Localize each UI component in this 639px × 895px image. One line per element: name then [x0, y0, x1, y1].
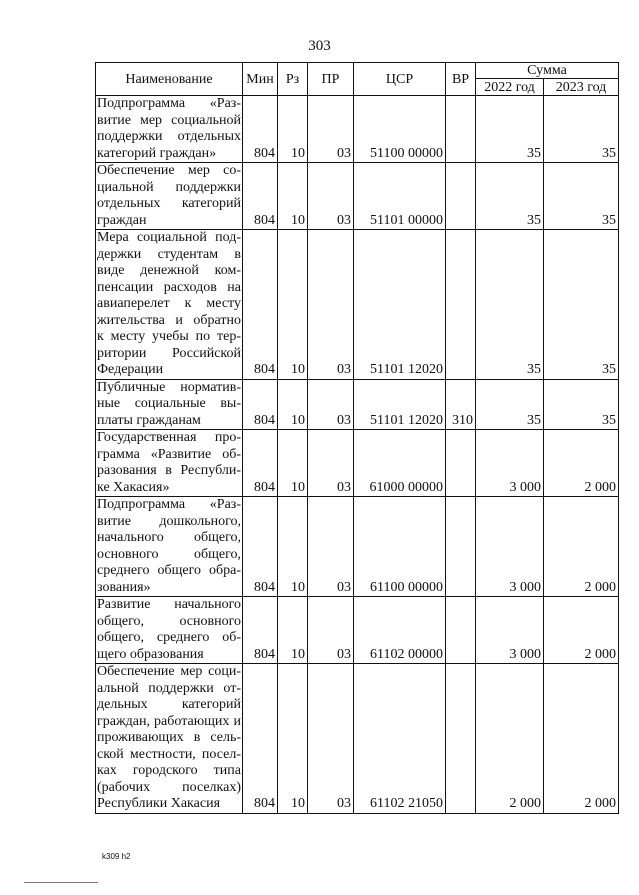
row-sum-2023: 35: [544, 230, 619, 380]
row-min: 804: [243, 379, 278, 430]
row-sum-2022: 35: [476, 379, 544, 430]
row-name-line: авиаперелет к месту: [97, 296, 241, 311]
table-row: [96, 163, 619, 230]
row-name-line: Подпрограмма «Раз-: [97, 96, 241, 111]
header-vr: ВР: [446, 63, 476, 96]
row-name-line: основного общего,: [97, 546, 241, 562]
row-rz: 10: [278, 597, 308, 664]
row-name-line: Обеспечение мер соци-: [97, 664, 241, 679]
row-sum-2022: 35: [476, 96, 544, 163]
row-sum-2023: 2 000: [544, 430, 619, 497]
budget-table: [95, 62, 619, 814]
row-vr: [446, 230, 476, 380]
row-name-line: Публичные норматив-: [97, 379, 241, 395]
row-name: [96, 430, 243, 497]
header-year-2022: 2022 год: [476, 79, 544, 96]
row-name-line: ке Хакасия»: [97, 479, 170, 495]
row-name-line: виде денежной ком-: [97, 263, 241, 278]
footer-code: k309 h2: [102, 852, 131, 861]
row-name-line: Государственная про-: [97, 430, 241, 445]
row-pr: 03: [308, 664, 354, 814]
row-csr: 51101 12020: [354, 230, 446, 380]
row-min: 804: [243, 664, 278, 814]
table-row: [96, 230, 619, 380]
header-csr: ЦСР: [354, 63, 446, 96]
row-rz: 10: [278, 96, 308, 163]
row-name-line: грамма «Развитие об-: [97, 446, 241, 462]
table-row: [96, 96, 619, 163]
row-name-line: держки студентам в: [97, 246, 241, 262]
row-sum-2023: 35: [544, 379, 619, 430]
row-sum-2023: 2 000: [544, 497, 619, 597]
row-pr: 03: [308, 430, 354, 497]
row-name: [96, 379, 243, 430]
row-min: 804: [243, 597, 278, 664]
row-name: [96, 230, 243, 380]
row-name-line: Развитие начального: [97, 597, 241, 612]
row-sum-2022: 35: [476, 230, 544, 380]
row-csr: 61000 00000: [354, 430, 446, 497]
row-name-line: отдельных категорий: [97, 196, 241, 211]
row-vr: [446, 163, 476, 230]
row-pr: 03: [308, 230, 354, 380]
row-min: 804: [243, 230, 278, 380]
bottom-rule: [24, 882, 98, 883]
row-name-line: Республики Хакасия: [97, 796, 221, 811]
row-name-line: Мера социальной под-: [97, 230, 241, 245]
row-name-line: поддержки отдельных: [97, 129, 241, 144]
row-sum-2023: 2 000: [544, 597, 619, 664]
row-name-line: ритории Российской: [97, 345, 241, 361]
row-name-line: жительства и обратно: [97, 312, 241, 328]
row-csr: 51101 00000: [354, 163, 446, 230]
row-csr: 51101 12020: [354, 379, 446, 430]
header-name: Наименование: [96, 63, 243, 96]
row-name-line: граждан, работающих и: [97, 713, 241, 729]
row-pr: 03: [308, 497, 354, 597]
row-name-line: ской местности, посел-: [97, 746, 241, 762]
row-name-line: Федерации: [97, 362, 164, 377]
header-sum: Сумма: [476, 63, 619, 79]
row-vr: [446, 96, 476, 163]
row-csr: 61102 21050: [354, 664, 446, 814]
row-name-line: витие дошкольного,: [97, 513, 241, 529]
row-name-line: ные социальные вы-: [97, 396, 241, 411]
row-name-line: общего, среднего об-: [97, 630, 241, 645]
row-rz: 10: [278, 379, 308, 430]
table-row: [96, 597, 619, 664]
row-name-line: (рабочих поселках): [97, 779, 241, 795]
row-min: 804: [243, 497, 278, 597]
row-vr: [446, 664, 476, 814]
row-vr: 310: [446, 379, 476, 430]
page-number: 303: [308, 38, 331, 54]
table-row: [96, 497, 619, 597]
row-name: [96, 664, 243, 814]
row-name-line: среднего общего обра-: [97, 563, 241, 578]
row-name-line: категорий граждан»: [97, 145, 217, 161]
row-rz: 10: [278, 230, 308, 380]
header-min: Мин: [243, 63, 278, 96]
row-name-line: витие мер социальной: [97, 112, 241, 128]
row-name-line: разования в Республи-: [97, 463, 241, 478]
row-vr: [446, 597, 476, 664]
row-vr: [446, 430, 476, 497]
row-name-line: ках городского типа: [97, 763, 241, 778]
row-name-line: граждан: [97, 212, 147, 228]
table-body: [96, 96, 619, 814]
table-row: [96, 664, 619, 814]
row-sum-2022: 35: [476, 163, 544, 230]
row-name-line: платы гражданам: [97, 412, 201, 428]
row-sum-2023: 35: [544, 163, 619, 230]
row-csr: 51100 00000: [354, 96, 446, 163]
row-rz: 10: [278, 497, 308, 597]
row-min: 804: [243, 163, 278, 230]
table-row: [96, 430, 619, 497]
row-rz: 10: [278, 430, 308, 497]
row-sum-2023: 35: [544, 96, 619, 163]
row-sum-2022: 2 000: [476, 664, 544, 814]
row-sum-2023: 2 000: [544, 664, 619, 814]
row-name: [96, 163, 243, 230]
row-pr: 03: [308, 96, 354, 163]
table-row: [96, 379, 619, 430]
row-csr: 61100 00000: [354, 497, 446, 597]
row-pr: 03: [308, 163, 354, 230]
row-name-line: циальной поддержки: [97, 179, 241, 195]
row-name: [96, 497, 243, 597]
row-name-line: щего образования: [97, 646, 204, 662]
row-rz: 10: [278, 664, 308, 814]
header-rz: Рз: [278, 63, 308, 96]
row-name-line: Подпрограмма «Раз-: [97, 497, 241, 512]
row-name-line: начального общего,: [97, 530, 241, 545]
row-name-line: зования»: [97, 579, 151, 595]
row-sum-2022: 3 000: [476, 430, 544, 497]
row-pr: 03: [308, 597, 354, 664]
header-year-2023: 2023 год: [544, 79, 619, 96]
row-sum-2022: 3 000: [476, 597, 544, 664]
row-name-line: альной поддержки от-: [97, 680, 241, 696]
row-csr: 61102 00000: [354, 597, 446, 664]
row-name-line: к месту учебы по тер-: [97, 329, 241, 344]
row-sum-2022: 3 000: [476, 497, 544, 597]
row-name: [96, 597, 243, 664]
row-rz: 10: [278, 163, 308, 230]
row-name-line: пенсации расходов на: [97, 279, 241, 295]
row-name-line: общего, основного: [97, 613, 241, 629]
row-pr: 03: [308, 379, 354, 430]
row-name: [96, 96, 243, 163]
row-min: 804: [243, 430, 278, 497]
row-name-line: Обеспечение мер со-: [97, 163, 241, 178]
row-name-line: проживающих в сель-: [97, 730, 241, 745]
row-name-line: дельных категорий: [97, 697, 241, 712]
row-vr: [446, 497, 476, 597]
header-pr: ПР: [308, 63, 354, 96]
row-min: 804: [243, 96, 278, 163]
